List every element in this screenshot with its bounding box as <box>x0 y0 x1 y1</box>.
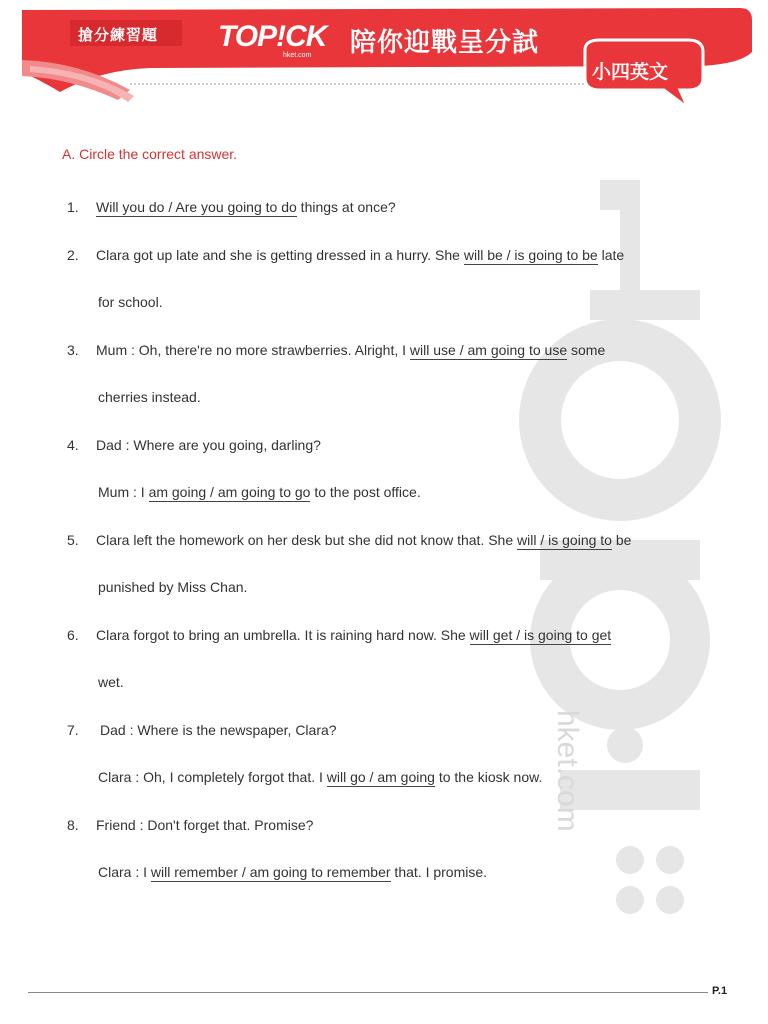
answer-options[interactable]: will use / am going to use <box>409 341 568 358</box>
question-text <box>98 579 247 595</box>
question-number: 4. <box>67 436 79 453</box>
answer-options[interactable]: will get / is going to get <box>469 626 612 643</box>
question-text <box>96 437 321 453</box>
question-text <box>98 674 124 690</box>
answer-options[interactable]: will be / is going to be <box>463 246 598 263</box>
watermark-text: hket.com <box>551 710 584 832</box>
question-number: 1. <box>67 199 79 215</box>
question-number: 7. <box>67 721 79 738</box>
section-label: 搶分練習題 <box>78 27 159 44</box>
question-suffix: things at once? <box>296 199 396 215</box>
header-banner <box>0 0 768 140</box>
question-text <box>98 389 201 405</box>
question-suffix: some <box>567 341 606 358</box>
question-suffix: to the post office. <box>310 484 421 500</box>
question-text <box>96 627 611 643</box>
question-prefix: Dad : Where is the newspaper, Clara? <box>100 721 337 738</box>
level-badge: 小四英文 <box>592 62 669 83</box>
continuation-text: wet. <box>98 674 124 690</box>
footer-divider <box>28 992 708 993</box>
banner-title: 陪你迎戰呈分試 <box>350 27 540 57</box>
answer-options: Will you do / Are you going to do <box>96 199 297 215</box>
exercise-instruction: A. Circle the correct answer. <box>62 146 238 162</box>
question-prefix: Dad : Where are you going, darling? <box>96 436 321 453</box>
question-text <box>96 342 605 358</box>
continuation-text: punished by Miss Chan. <box>98 579 248 595</box>
question-text <box>96 247 624 263</box>
question-text <box>96 817 313 833</box>
question-text <box>98 769 542 785</box>
question-text <box>96 199 396 215</box>
question-suffix: late <box>597 246 625 263</box>
answer-options[interactable]: will remember / am going to remember <box>150 864 391 880</box>
question-number: 8. <box>67 816 79 833</box>
answer-options[interactable]: will / is going to <box>517 531 612 548</box>
answer-options[interactable]: am going / am going to go <box>148 484 311 500</box>
question-prefix: Friend : Don't forget that. Promise? <box>96 816 314 833</box>
question-prefix: Mum : I <box>98 484 149 500</box>
question-number: 2. <box>67 246 79 263</box>
question-prefix: Clara got up late and she is getting dressed in a hurry. She <box>96 246 464 263</box>
question-suffix: that. I promise. <box>390 864 488 880</box>
question-prefix: Clara left the homework on her desk but she did not know that. She <box>96 531 518 548</box>
question-prefix: Clara : I <box>98 864 151 880</box>
question-text <box>98 864 487 880</box>
question-suffix: be <box>611 531 632 548</box>
question-prefix: Clara forgot to bring an umbrella. It is raining hard now. She <box>96 626 470 643</box>
question-text <box>98 484 421 500</box>
topick-watermark <box>500 170 730 930</box>
question-prefix: Clara : Oh, I completely forgot that. I <box>98 769 327 785</box>
continuation-text: cherries instead. <box>98 389 201 405</box>
question-number: 6. <box>67 626 79 643</box>
continuation-text: for school. <box>98 294 163 310</box>
page-number: P.1 <box>712 985 728 997</box>
question-text <box>98 294 163 310</box>
logo-sub: hket.com <box>283 52 312 59</box>
question-number: 5. <box>67 531 79 548</box>
question-text <box>96 532 631 548</box>
topick-logo: TOP!CK <box>218 20 327 53</box>
question-number: 3. <box>67 341 79 358</box>
question-suffix: to the kiosk now. <box>434 769 543 785</box>
question-text <box>100 722 337 738</box>
question-prefix: Mum : Oh, there're no more strawberries. Alright, I <box>96 341 410 358</box>
answer-options[interactable]: will go / am going <box>326 769 435 785</box>
